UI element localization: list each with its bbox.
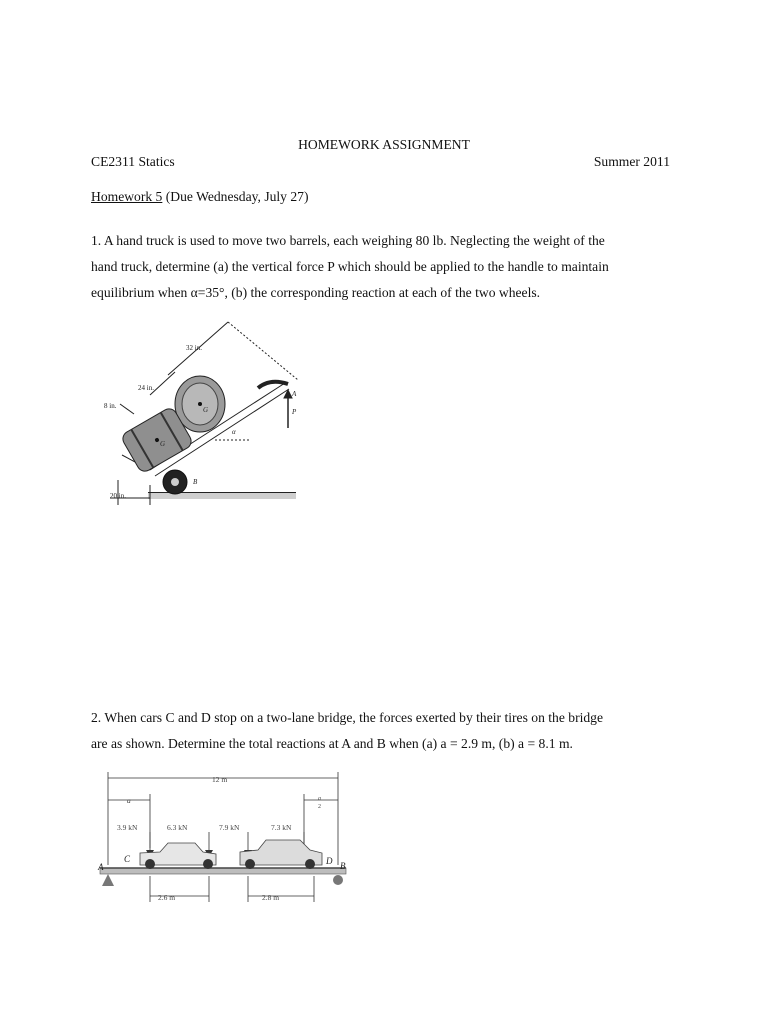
label-p: P bbox=[292, 408, 297, 416]
dim-8-in: 8 in. bbox=[104, 402, 117, 410]
homework-due: (Due Wednesday, July 27) bbox=[162, 189, 309, 204]
homework-heading bbox=[91, 188, 309, 206]
label-b: B bbox=[193, 478, 198, 486]
car-c bbox=[140, 843, 216, 869]
problem-2-text bbox=[91, 705, 691, 757]
dim-32-in: 32 in. bbox=[186, 344, 202, 352]
force-7-9-kn: 7.9 kN bbox=[219, 823, 240, 832]
homework-label: Homework 5 bbox=[91, 189, 163, 204]
problem-1-text bbox=[91, 228, 691, 306]
dim-12-m: 12 m bbox=[212, 775, 228, 784]
dim-20-in: 20 in. bbox=[110, 492, 126, 500]
dim-a-half-num: a bbox=[318, 796, 321, 802]
label-alpha: α bbox=[232, 428, 236, 436]
problem-2-line: are as shown. Determine the total reactions at A and B when (a) a = 2.9 m, (b) a = 8.1 m. bbox=[91, 736, 573, 751]
car-d bbox=[240, 840, 322, 869]
force-7-3-kn: 7.3 kN bbox=[271, 823, 292, 832]
hand-truck-figure bbox=[96, 318, 306, 513]
dim-24-in: 24 in. bbox=[138, 384, 154, 392]
problem-1-line: hand truck, determine (a) the vertical force P which should be applied to the handle to maintain bbox=[91, 259, 609, 274]
course-name: CE2311 Statics bbox=[91, 154, 175, 169]
label-a: A bbox=[292, 390, 297, 398]
dim-2-6-m: 2.6 m bbox=[158, 893, 176, 902]
label-b-support: B bbox=[340, 861, 346, 871]
label-g-upper: G bbox=[203, 406, 209, 414]
wheel bbox=[163, 470, 187, 494]
label-g-lower: G bbox=[160, 440, 166, 448]
problem-1-line: equilibrium when α=35°, (b) the corresponding reaction at each of the two wheels. bbox=[91, 285, 541, 300]
force-6-3-kn: 6.3 kN bbox=[167, 823, 188, 832]
bridge-figure bbox=[94, 768, 356, 908]
problem-2-line: 2. When cars C and D stop on a two-lane bridge, the forces exerted by their tires on the bridge bbox=[91, 710, 603, 725]
force-3-9-kn: 3.9 kN bbox=[117, 823, 138, 832]
problem-1-line: 1. A hand truck is used to move two barrels, each weighing 80 lb. Neglecting the weight of the bbox=[91, 233, 605, 248]
label-a-support: A bbox=[98, 862, 104, 872]
label-d: D bbox=[326, 856, 333, 866]
dim-a-half-den: 2 bbox=[318, 804, 321, 810]
term: Summer 2011 bbox=[593, 154, 670, 169]
label-c: C bbox=[124, 854, 131, 864]
dim-a: a bbox=[127, 796, 131, 805]
dim-2-8-m: 2.8 m bbox=[262, 893, 280, 902]
page-title: HOMEWORK ASSIGNMENT bbox=[298, 137, 470, 152]
